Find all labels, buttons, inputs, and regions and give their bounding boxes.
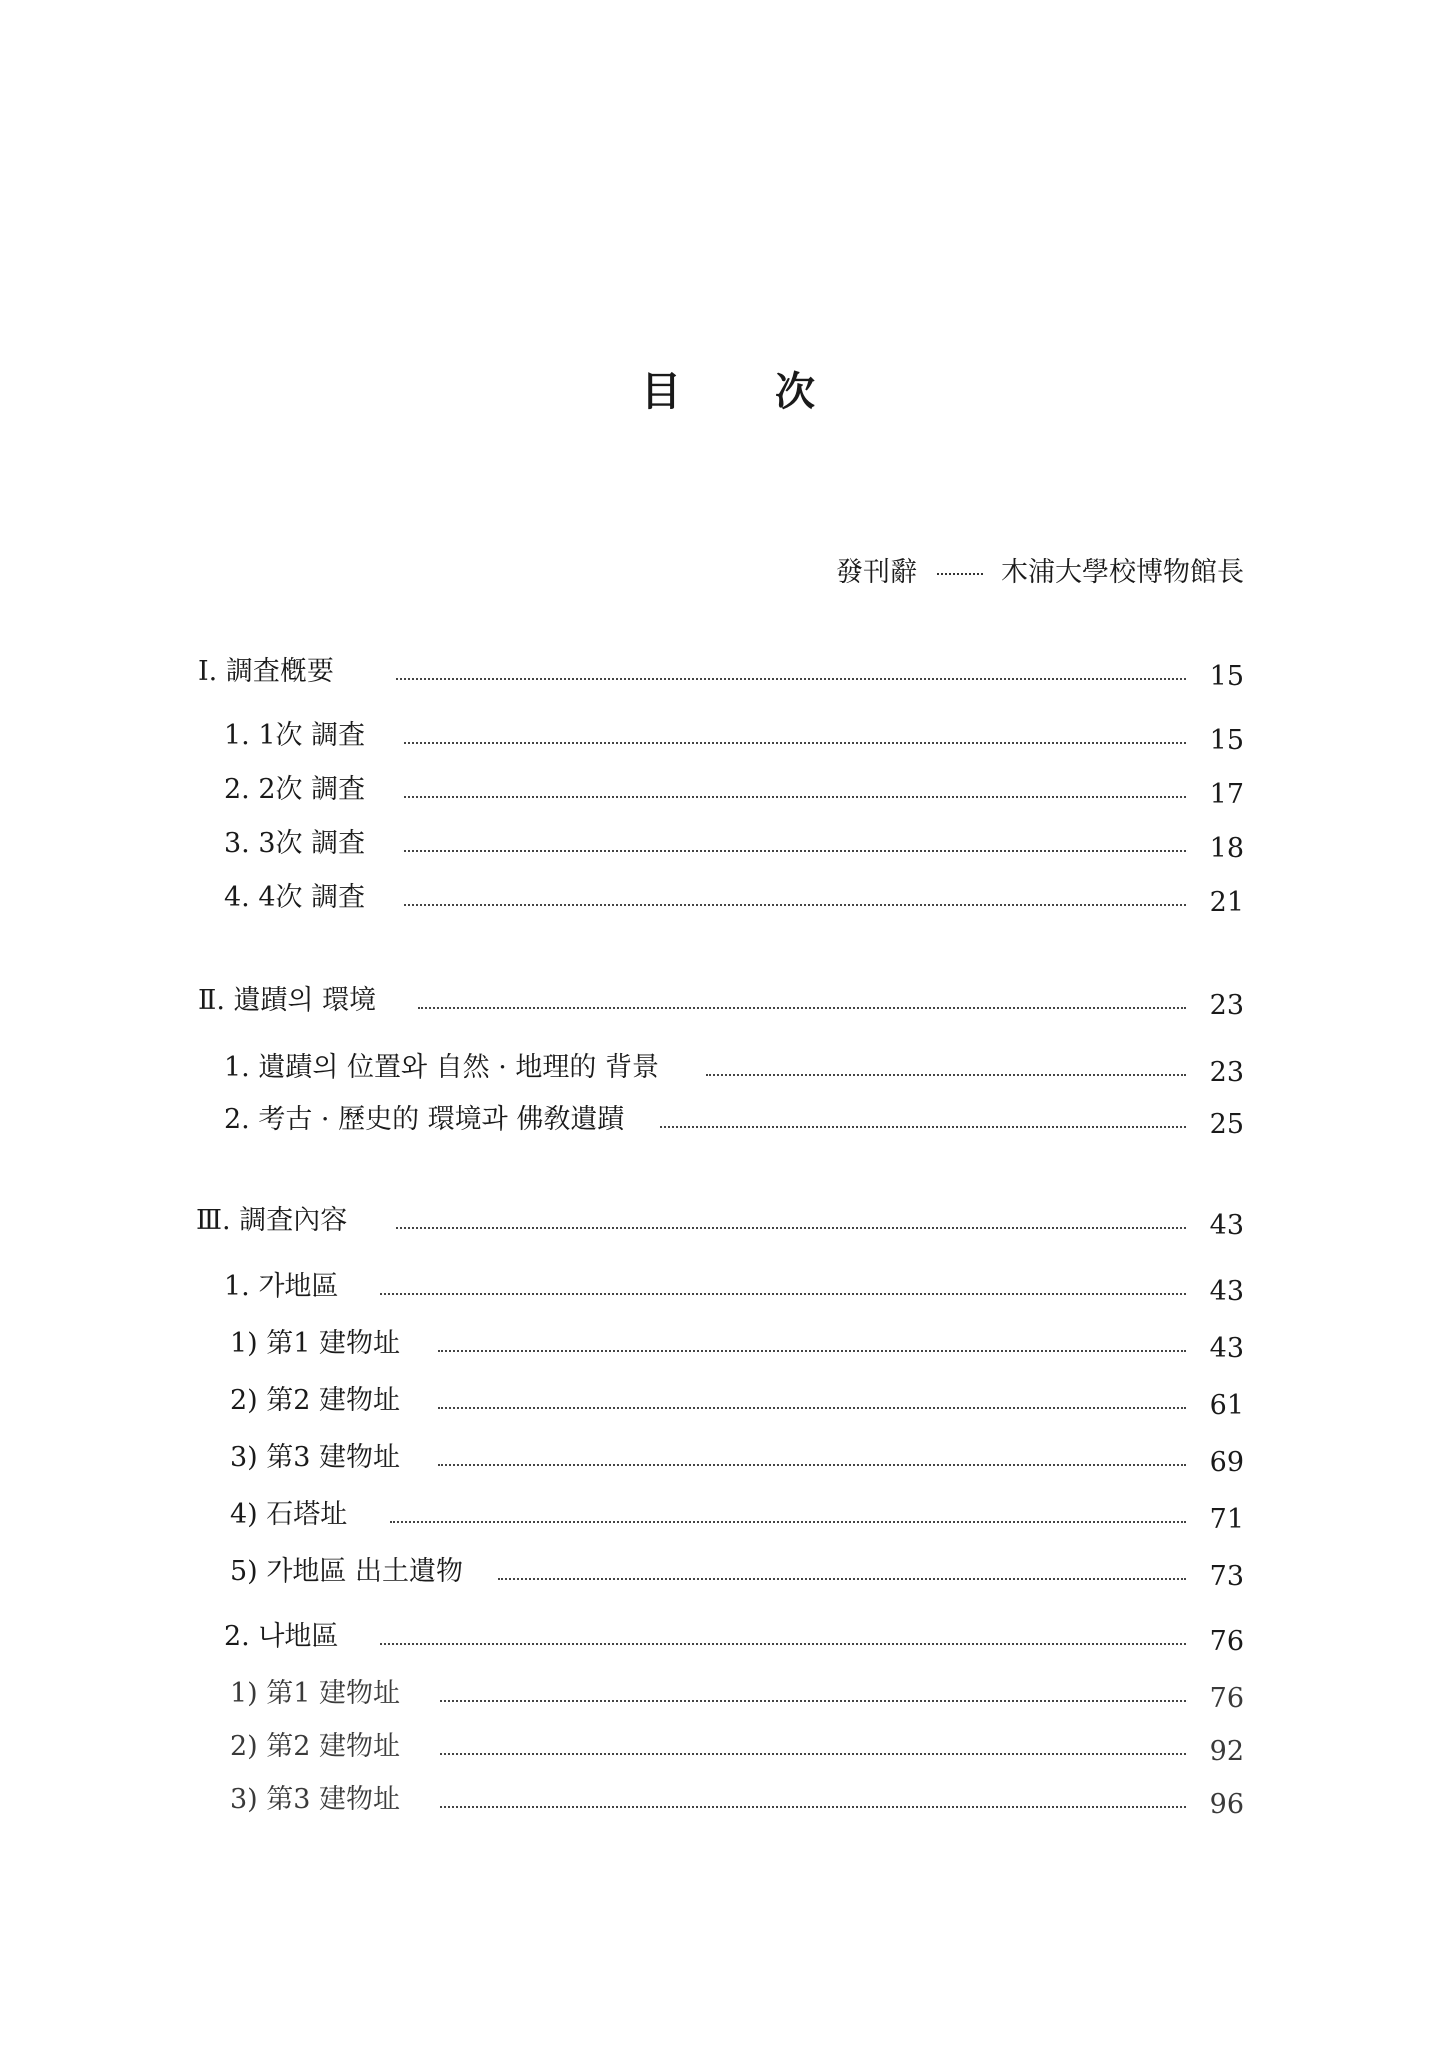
toc-entry [0, 1438, 1456, 1478]
toc-entry [0, 1381, 1456, 1421]
toc-entry-label: 4) 石塔址 [230, 1499, 348, 1530]
toc-entry-label: 2. 나地區 [224, 1621, 339, 1652]
toc-entry-page: 15 [1209, 725, 1244, 756]
toc-entry-page: 73 [1209, 1561, 1244, 1592]
toc-leader [498, 1578, 1186, 1580]
toc-leader [404, 742, 1186, 744]
toc-entry [0, 824, 1456, 864]
toc-entry-label: Ⅱ. 遺蹟의 環境 [198, 985, 377, 1016]
toc-entry [0, 770, 1456, 810]
toc-entry-page: 15 [1209, 661, 1244, 692]
toc-leader [380, 1293, 1186, 1295]
toc-entry-page: 17 [1209, 779, 1244, 810]
toc-entry [0, 1727, 1456, 1767]
toc-entry-page: 61 [1209, 1390, 1244, 1421]
toc-entry [0, 1495, 1456, 1535]
toc-leader [438, 1350, 1186, 1352]
toc-entry-page: 69 [1209, 1447, 1244, 1478]
toc-entry [0, 652, 1456, 692]
preface-label: 發刊辭 [836, 557, 917, 588]
toc-entry-page: 43 [1209, 1276, 1244, 1307]
toc-leader [380, 1643, 1186, 1645]
toc-entry-label: 1) 第1 建物址 [230, 1328, 401, 1359]
toc-leader [418, 1007, 1186, 1009]
toc-entry-label: 2) 第2 建物址 [230, 1385, 401, 1416]
toc-entry-label: 2. 考古 · 歷史的 環境과 佛敎遺蹟 [224, 1104, 625, 1135]
toc-entry [0, 1617, 1456, 1657]
toc-entry-page: 43 [1209, 1333, 1244, 1364]
preface-author: 木浦大學校博物館長 [1001, 557, 1244, 588]
toc-entry [0, 878, 1456, 918]
toc-entry-page: 23 [1209, 990, 1244, 1021]
toc-entry-page: 23 [1209, 1057, 1244, 1088]
toc-leader [438, 1407, 1186, 1409]
toc-leader [440, 1700, 1186, 1702]
toc-entry-label: Ⅰ. 調査槪要 [198, 656, 334, 687]
toc-entry-page: 71 [1209, 1504, 1244, 1535]
toc-leader [390, 1521, 1186, 1523]
toc-entry-label: 1) 第1 建物址 [230, 1678, 401, 1709]
toc-leader [440, 1753, 1186, 1755]
toc-leader [706, 1074, 1186, 1076]
toc-entry-label: 4. 4次 調査 [224, 882, 366, 913]
toc-leader [404, 796, 1186, 798]
toc-entry-page: 76 [1209, 1626, 1244, 1657]
toc-entry-page: 21 [1209, 887, 1244, 918]
toc-entry [0, 716, 1456, 756]
toc-entry-label: 2. 2次 調査 [224, 774, 366, 805]
toc-leader [440, 1806, 1186, 1808]
page-title: 目 次 [641, 369, 855, 415]
toc-entry [0, 1100, 1456, 1140]
toc-entry [0, 981, 1456, 1021]
toc-entry-label: 1. 遺蹟의 位置와 自然 · 地理的 背景 [224, 1052, 660, 1083]
toc-entry [0, 1267, 1456, 1307]
toc-entry-label: 3) 第3 建物址 [230, 1784, 401, 1815]
toc-entry [0, 1552, 1456, 1592]
toc-leader [404, 850, 1186, 852]
toc-entry-page: 92 [1209, 1736, 1244, 1767]
toc-entry-label: 1. 1次 調査 [224, 720, 366, 751]
toc-leader [396, 678, 1186, 680]
toc-entry-page: 43 [1209, 1210, 1244, 1241]
toc-leader [396, 1227, 1186, 1229]
toc-leader [660, 1126, 1186, 1128]
toc-entry-label: 5) 가地區 出土遺物 [230, 1556, 463, 1587]
toc-entry [0, 1048, 1456, 1088]
toc-entry [0, 1324, 1456, 1364]
toc-entry-page: 96 [1209, 1789, 1244, 1820]
toc-entry-label: 1. 가地區 [224, 1271, 339, 1302]
toc-entry [0, 1201, 1456, 1241]
toc-entry [0, 1674, 1456, 1714]
toc-entry-label: 3. 3次 調査 [224, 828, 366, 859]
toc-entry-page: 76 [1209, 1683, 1244, 1714]
toc-entry-page: 25 [1209, 1109, 1244, 1140]
toc-entry-page: 18 [1209, 833, 1244, 864]
toc-entry-label: 3) 第3 建物址 [230, 1442, 401, 1473]
toc-entry-label: Ⅲ. 調査內容 [196, 1205, 348, 1236]
toc-leader [404, 904, 1186, 906]
toc-entry-label: 2) 第2 建物址 [230, 1731, 401, 1762]
toc-leader [438, 1464, 1186, 1466]
toc-entry [0, 1780, 1456, 1820]
